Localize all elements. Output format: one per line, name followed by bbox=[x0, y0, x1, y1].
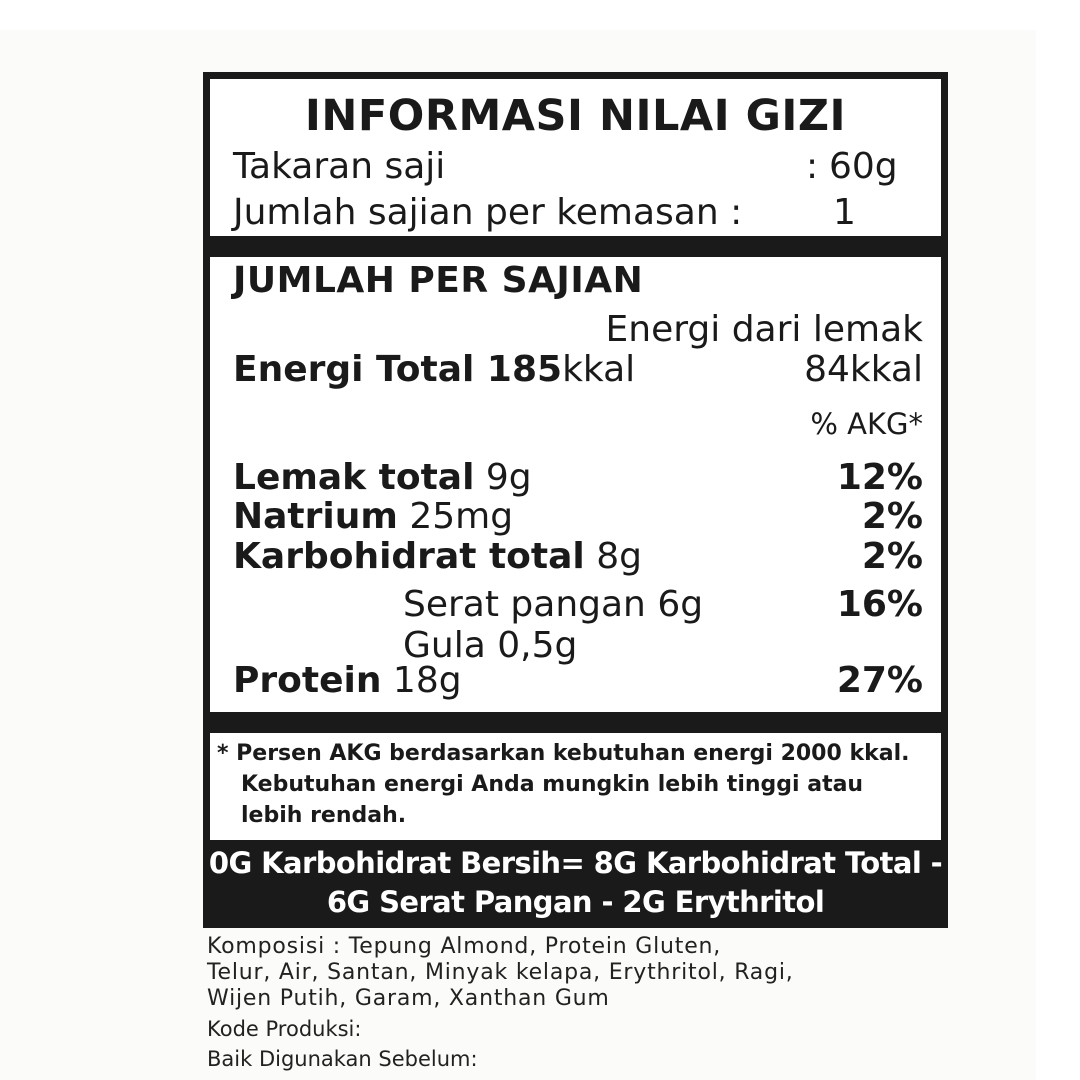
composition-line-1: Komposisi : Tepung Almond, Protein Gluten, bbox=[207, 934, 722, 959]
header-box bbox=[210, 79, 941, 236]
energy-total-unit: kkal bbox=[562, 349, 636, 390]
label-title: INFORMASI NILAI GIZI bbox=[304, 91, 847, 141]
nutrient-pct-fat: 12% bbox=[836, 457, 923, 498]
section-title: JUMLAH PER SAJIAN bbox=[233, 260, 644, 301]
nutrient-row-fiber: Serat pangan 6g bbox=[403, 584, 704, 625]
serving-size-colon: : bbox=[806, 146, 819, 187]
energy-fat-label: Energi dari lemak bbox=[605, 309, 923, 350]
energy-fat-value: 84kkal bbox=[804, 349, 923, 390]
nutrient-pct-sodium: 2% bbox=[861, 496, 923, 537]
nutrient-amount: 25mg bbox=[409, 496, 514, 537]
footnote-box bbox=[210, 733, 941, 840]
best-before-label: Baik Digunakan Sebelum: bbox=[207, 1047, 478, 1071]
nutrient-label: Natrium bbox=[233, 496, 398, 537]
nutrient-pct-protein: 27% bbox=[836, 660, 923, 701]
servings-per-pack-label: Jumlah sajian per kemasan : bbox=[233, 192, 743, 233]
serving-size-label: Takaran saji bbox=[233, 146, 446, 187]
nutrient-pct-fiber: 16% bbox=[836, 584, 923, 625]
serving-size-value: 60g bbox=[829, 146, 898, 187]
footnote-line-1: * Persen AKG berdasarkan kebutuhan energi 2000 kkal. bbox=[217, 741, 910, 766]
nutrient-row-protein bbox=[233, 660, 462, 701]
nutrient-amount: 9g bbox=[485, 457, 532, 498]
nutrient-amount: 8g bbox=[596, 536, 642, 577]
energy-total-label: Energi Total 185 bbox=[233, 349, 563, 390]
nutrient-pct-carbs: 2% bbox=[861, 536, 923, 577]
composition-line-3: Wijen Putih, Garam, Xanthan Gum bbox=[207, 986, 610, 1011]
nutrient-row-sodium bbox=[233, 496, 514, 537]
production-code-label: Kode Produksi: bbox=[207, 1017, 362, 1041]
nutrient-row-carbs bbox=[233, 536, 642, 577]
nutrient-label: Lemak total bbox=[233, 457, 475, 498]
net-carb-line-1: 0G Karbohidrat Bersih= 8G Karbohidrat Total - bbox=[208, 846, 943, 880]
footnote-line-2: Kebutuhan energi Anda mungkin lebih tinggi atau bbox=[241, 772, 864, 797]
net-carb-line-2: 6G Serat Pangan - 2G Erythritol bbox=[326, 885, 825, 919]
nutrient-amount: 18g bbox=[392, 660, 462, 701]
net-carb-banner bbox=[203, 844, 948, 922]
composition-line-2: Telur, Air, Santan, Minyak kelapa, Erythritol, Ragi, bbox=[207, 960, 794, 985]
servings-per-pack-value: 1 bbox=[833, 192, 856, 233]
nutrition-box bbox=[210, 257, 941, 712]
nutrient-label: Karbohidrat total bbox=[233, 536, 585, 577]
akg-header: % AKG* bbox=[810, 407, 923, 441]
nutrient-row-sugar: Gula 0,5g bbox=[403, 625, 578, 666]
energy-total-row bbox=[233, 349, 636, 390]
nutrient-label: Protein bbox=[233, 660, 382, 701]
footnote-line-3: lebih rendah. bbox=[241, 803, 407, 828]
nutrient-row-fat bbox=[233, 457, 532, 498]
